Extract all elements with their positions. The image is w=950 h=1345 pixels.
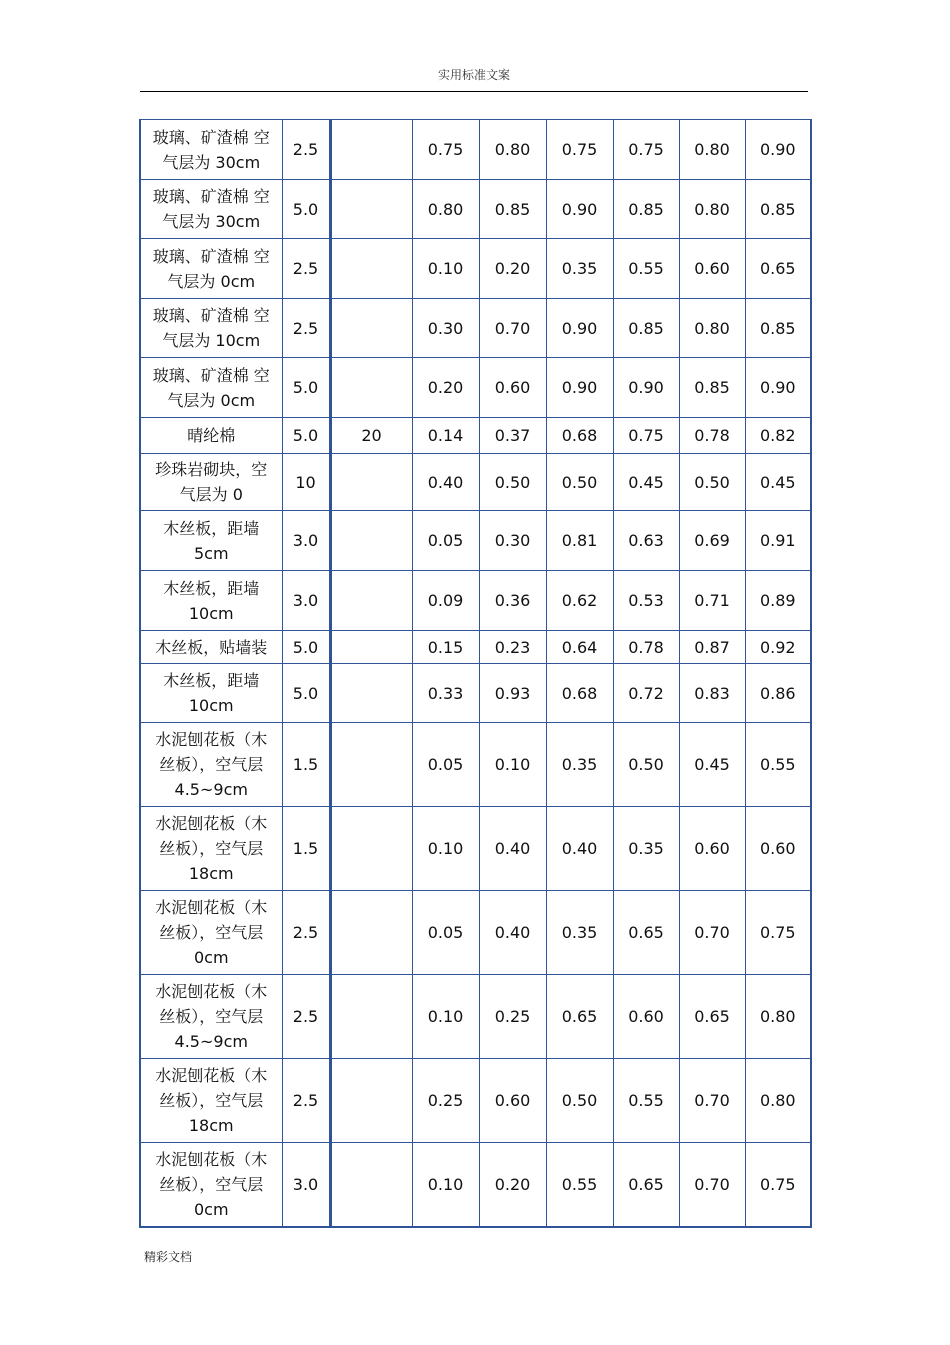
- density-cell: [330, 571, 412, 631]
- page-footer-text: 精彩文档: [144, 1250, 193, 1264]
- coefficient-cell: 0.09: [412, 571, 479, 631]
- material-name-cell: [140, 299, 282, 358]
- material-name-line: 5cm: [193, 543, 229, 563]
- table-row: [140, 1059, 811, 1143]
- coefficient-cell: 0.55: [613, 1059, 679, 1143]
- thickness-cell: 2.5: [282, 975, 330, 1059]
- coefficient-cell: 0.70: [479, 299, 546, 358]
- material-name-line: 18cm: [188, 864, 234, 883]
- coefficient-cell: 0.55: [613, 239, 679, 299]
- coefficient-cell: 0.71: [679, 571, 745, 631]
- table-row: [140, 180, 811, 239]
- table-row: [140, 807, 811, 891]
- material-name-cell: [140, 358, 282, 418]
- density-cell: [330, 975, 412, 1059]
- coefficient-cell: 0.64: [546, 631, 613, 664]
- coefficient-cell: 0.91: [745, 511, 811, 571]
- coefficient-cell: 0.60: [679, 239, 745, 299]
- coefficient-cell: 0.75: [613, 418, 679, 454]
- table-row: [140, 299, 811, 358]
- thickness-cell: 2.5: [282, 299, 330, 358]
- absorption-coefficient-table: [139, 119, 812, 1228]
- coefficient-cell: 0.50: [679, 454, 745, 511]
- coefficient-cell: 0.70: [679, 1059, 745, 1143]
- coefficient-cell: 0.82: [745, 418, 811, 454]
- material-name-line: 丝板），空气层: [159, 755, 264, 774]
- material-name-line: 玻璃、矿渣棉 空: [152, 306, 270, 325]
- coefficient-cell: 0.36: [479, 571, 546, 631]
- material-name-line: 水泥刨花板（木: [155, 730, 268, 749]
- density-cell: [330, 1059, 412, 1143]
- coefficient-cell: 0.60: [613, 975, 679, 1059]
- material-name-line: 0cm: [193, 948, 229, 967]
- coefficient-cell: 0.90: [546, 299, 613, 358]
- material-name-line: 10cm: [188, 603, 234, 623]
- density-cell: [330, 120, 412, 180]
- table-row: [140, 239, 811, 299]
- material-name-cell: [140, 631, 282, 664]
- coefficient-cell: 0.10: [412, 975, 479, 1059]
- material-name-line: 木丝板，距墙: [163, 578, 260, 598]
- thickness-cell: 5.0: [282, 180, 330, 239]
- table-row: [140, 571, 811, 631]
- material-name-cell: [140, 891, 282, 975]
- coefficient-cell: 0.35: [546, 239, 613, 299]
- coefficient-cell: 0.23: [479, 631, 546, 664]
- coefficient-cell: 0.20: [479, 1143, 546, 1227]
- coefficient-cell: 0.75: [745, 1143, 811, 1227]
- density-cell: [330, 511, 412, 571]
- coefficient-cell: 0.50: [546, 1059, 613, 1143]
- material-name-line: 丝板），空气层: [159, 1174, 264, 1194]
- material-name-line: 水泥刨花板（木: [155, 898, 268, 917]
- coefficient-cell: 0.90: [546, 180, 613, 239]
- coefficient-cell: 0.80: [412, 180, 479, 239]
- coefficient-cell: 0.15: [412, 631, 479, 664]
- coefficient-cell: 0.68: [546, 418, 613, 454]
- density-cell: [330, 1143, 412, 1227]
- material-name-line: 0cm: [193, 1199, 229, 1219]
- coefficient-cell: 0.40: [546, 807, 613, 891]
- material-name-line: 气层为 0cm: [167, 390, 256, 410]
- material-name-line: 丝板），空气层: [159, 923, 264, 942]
- coefficient-cell: 0.65: [546, 975, 613, 1059]
- table-row: [140, 1143, 811, 1227]
- coefficient-cell: 0.53: [613, 571, 679, 631]
- material-name-line: 晴纶棉: [187, 426, 236, 445]
- table-row: [140, 891, 811, 975]
- coefficient-cell: 0.75: [412, 120, 479, 180]
- material-name-line: 水泥刨花板（木: [155, 982, 268, 1001]
- coefficient-cell: 0.35: [613, 807, 679, 891]
- density-cell: [330, 180, 412, 239]
- coefficient-cell: 0.35: [546, 891, 613, 975]
- density-cell: [330, 631, 412, 664]
- coefficient-cell: 0.14: [412, 418, 479, 454]
- material-name-cell: [140, 511, 282, 571]
- material-name-cell: [140, 1143, 282, 1227]
- material-name-line: 气层为 30cm: [162, 152, 261, 172]
- coefficient-cell: 0.69: [679, 511, 745, 571]
- material-name-cell: [140, 807, 282, 891]
- table-row: [140, 418, 811, 454]
- coefficient-cell: 0.10: [479, 723, 546, 807]
- material-name-cell: [140, 571, 282, 631]
- coefficient-cell: 0.83: [679, 664, 745, 723]
- coefficient-cell: 0.85: [745, 180, 811, 239]
- material-name-line: 玻璃、矿渣棉 空: [152, 127, 270, 147]
- coefficient-cell: 0.75: [546, 120, 613, 180]
- coefficient-cell: 0.85: [613, 299, 679, 358]
- density-cell: [330, 807, 412, 891]
- coefficient-cell: 0.85: [745, 299, 811, 358]
- thickness-cell: 5.0: [282, 631, 330, 664]
- coefficient-cell: 0.70: [679, 891, 745, 975]
- coefficient-cell: 0.05: [412, 891, 479, 975]
- material-name-line: 丝板），空气层: [159, 1091, 264, 1110]
- page-header-title: 实用标准文案: [437, 68, 510, 82]
- density-cell: [330, 454, 412, 511]
- coefficient-cell: 0.65: [613, 1143, 679, 1227]
- table-body: [140, 120, 811, 1227]
- coefficient-cell: 0.10: [412, 807, 479, 891]
- thickness-cell: 5.0: [282, 358, 330, 418]
- material-name-line: 水泥刨花板（木: [155, 814, 268, 833]
- material-name-line: 木丝板，距墙: [163, 671, 260, 690]
- coefficient-cell: 0.40: [479, 891, 546, 975]
- material-name-line: 10cm: [188, 696, 234, 715]
- coefficient-cell: 0.75: [745, 891, 811, 975]
- coefficient-cell: 0.72: [613, 664, 679, 723]
- coefficient-cell: 0.33: [412, 664, 479, 723]
- thickness-cell: 2.5: [282, 1059, 330, 1143]
- material-name-cell: [140, 239, 282, 299]
- coefficient-cell: 0.87: [679, 631, 745, 664]
- coefficient-cell: 0.90: [613, 358, 679, 418]
- coefficient-cell: 0.80: [679, 120, 745, 180]
- thickness-cell: 2.5: [282, 891, 330, 975]
- material-name-cell: [140, 418, 282, 454]
- material-name-line: 木丝板，距墙: [163, 518, 260, 538]
- coefficient-cell: 0.80: [745, 1059, 811, 1143]
- table-row: [140, 454, 811, 511]
- thickness-cell: 1.5: [282, 723, 330, 807]
- density-cell: [330, 664, 412, 723]
- material-name-line: 4.5~9cm: [174, 780, 248, 799]
- coefficient-cell: 0.10: [412, 1143, 479, 1227]
- material-name-line: 水泥刨花板（木: [155, 1066, 268, 1085]
- coefficient-cell: 0.25: [479, 975, 546, 1059]
- material-name-line: 水泥刨花板（木: [155, 1149, 268, 1169]
- coefficient-cell: 0.80: [479, 120, 546, 180]
- coefficient-cell: 0.93: [479, 664, 546, 723]
- table-row: [140, 511, 811, 571]
- table-row: [140, 631, 811, 664]
- coefficient-cell: 0.40: [479, 807, 546, 891]
- density-cell: [330, 299, 412, 358]
- coefficient-cell: 0.70: [679, 1143, 745, 1227]
- material-name-cell: [140, 723, 282, 807]
- coefficient-cell: 0.55: [546, 1143, 613, 1227]
- table-row: [140, 723, 811, 807]
- thickness-cell: 3.0: [282, 571, 330, 631]
- coefficient-cell: 0.60: [479, 1059, 546, 1143]
- coefficient-cell: 0.63: [613, 511, 679, 571]
- thickness-cell: 3.0: [282, 511, 330, 571]
- coefficient-cell: 0.37: [479, 418, 546, 454]
- coefficient-cell: 0.68: [546, 664, 613, 723]
- coefficient-cell: 0.45: [613, 454, 679, 511]
- coefficient-cell: 0.75: [613, 120, 679, 180]
- table-row: [140, 120, 811, 180]
- density-cell: [330, 358, 412, 418]
- material-name-line: 气层为 0cm: [167, 271, 256, 291]
- density-cell: [330, 723, 412, 807]
- coefficient-cell: 0.30: [412, 299, 479, 358]
- coefficient-cell: 0.85: [613, 180, 679, 239]
- table-row: [140, 358, 811, 418]
- coefficient-cell: 0.81: [546, 511, 613, 571]
- material-name-line: 气层为 30cm: [162, 212, 261, 231]
- material-name-line: 丝板），空气层: [159, 839, 264, 858]
- coefficient-cell: 0.90: [745, 120, 811, 180]
- table-row: [140, 664, 811, 723]
- coefficient-cell: 0.50: [613, 723, 679, 807]
- thickness-cell: 1.5: [282, 807, 330, 891]
- coefficient-cell: 0.50: [479, 454, 546, 511]
- table-row: [140, 975, 811, 1059]
- coefficient-cell: 0.65: [679, 975, 745, 1059]
- coefficient-cell: 0.90: [546, 358, 613, 418]
- material-name-line: 气层为 0: [179, 485, 243, 504]
- material-name-line: 气层为 10cm: [162, 331, 261, 350]
- coefficient-cell: 0.45: [745, 454, 811, 511]
- material-name-line: 玻璃、矿渣棉 空: [152, 365, 270, 385]
- coefficient-cell: 0.85: [479, 180, 546, 239]
- coefficient-cell: 0.60: [745, 807, 811, 891]
- thickness-cell: 2.5: [282, 120, 330, 180]
- coefficient-cell: 0.62: [546, 571, 613, 631]
- coefficient-cell: 0.10: [412, 239, 479, 299]
- coefficient-cell: 0.65: [613, 891, 679, 975]
- coefficient-cell: 0.20: [479, 239, 546, 299]
- material-name-line: 玻璃、矿渣棉 空: [152, 187, 270, 206]
- coefficient-cell: 0.25: [412, 1059, 479, 1143]
- thickness-cell: 5.0: [282, 664, 330, 723]
- thickness-cell: 3.0: [282, 1143, 330, 1227]
- material-name-line: 玻璃、矿渣棉 空: [152, 246, 270, 266]
- coefficient-cell: 0.85: [679, 358, 745, 418]
- coefficient-cell: 0.86: [745, 664, 811, 723]
- thickness-cell: 5.0: [282, 418, 330, 454]
- coefficient-cell: 0.45: [679, 723, 745, 807]
- material-name-line: 4.5~9cm: [174, 1032, 248, 1051]
- density-cell: 20: [330, 418, 412, 454]
- material-name-cell: [140, 664, 282, 723]
- coefficient-cell: 0.80: [679, 180, 745, 239]
- material-name-line: 18cm: [188, 1116, 234, 1135]
- coefficient-cell: 0.78: [679, 418, 745, 454]
- coefficient-cell: 0.80: [745, 975, 811, 1059]
- coefficient-cell: 0.60: [479, 358, 546, 418]
- thickness-cell: 2.5: [282, 239, 330, 299]
- material-name-line: 丝板），空气层: [159, 1007, 264, 1026]
- thickness-cell: 10: [282, 454, 330, 511]
- material-name-cell: [140, 454, 282, 511]
- coefficient-cell: 0.05: [412, 723, 479, 807]
- coefficient-cell: 0.80: [679, 299, 745, 358]
- coefficient-cell: 0.30: [479, 511, 546, 571]
- coefficient-cell: 0.65: [745, 239, 811, 299]
- material-name-cell: [140, 120, 282, 180]
- material-name-cell: [140, 1059, 282, 1143]
- coefficient-cell: 0.55: [745, 723, 811, 807]
- coefficient-cell: 0.20: [412, 358, 479, 418]
- header-divider: [140, 91, 808, 92]
- coefficient-cell: 0.90: [745, 358, 811, 418]
- coefficient-cell: 0.92: [745, 631, 811, 664]
- coefficient-cell: 0.50: [546, 454, 613, 511]
- material-name-line: 木丝板，贴墙装: [155, 637, 268, 657]
- density-cell: [330, 239, 412, 299]
- coefficient-cell: 0.40: [412, 454, 479, 511]
- material-name-line: 珍珠岩砌块，空: [155, 460, 268, 479]
- coefficient-cell: 0.35: [546, 723, 613, 807]
- coefficient-cell: 0.89: [745, 571, 811, 631]
- density-cell: [330, 891, 412, 975]
- coefficient-cell: 0.60: [679, 807, 745, 891]
- material-name-cell: [140, 975, 282, 1059]
- coefficient-cell: 0.78: [613, 631, 679, 664]
- material-name-cell: [140, 180, 282, 239]
- coefficient-cell: 0.05: [412, 511, 479, 571]
